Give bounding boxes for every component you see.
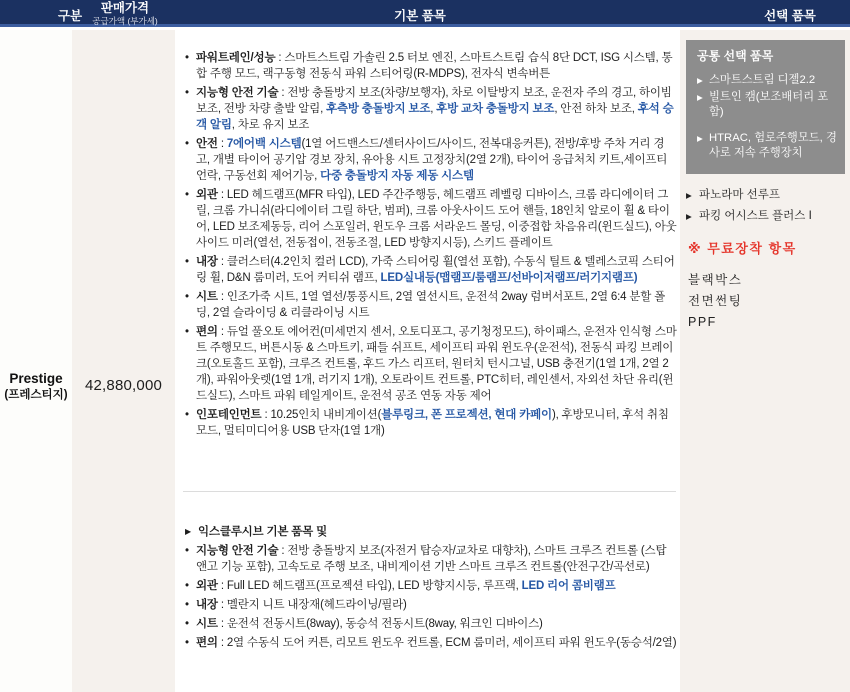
header-category-label: 구분 xyxy=(57,9,83,23)
spec-item-text xyxy=(196,578,677,594)
section-divider xyxy=(183,491,676,492)
options-list xyxy=(686,188,846,230)
spec-item-title: 인포테인먼트 xyxy=(196,409,262,421)
highlighted-feature: 후석 승객 알림 xyxy=(196,103,674,131)
option-item xyxy=(697,131,837,161)
dot-marker-icon: • xyxy=(185,409,189,421)
option-item xyxy=(697,73,837,88)
free-install-item: 블랙박스 xyxy=(688,273,743,287)
header-basic-items-label: 기본 품목 xyxy=(394,9,446,23)
spec-item-title: 외관 xyxy=(196,189,218,201)
spec-item-title: 내장 xyxy=(196,599,218,611)
option-item-label: 파킹 어시스트 플러스 I xyxy=(699,210,812,222)
header-price-label xyxy=(92,2,158,27)
spec-item-title: 지능형 안전 기술 xyxy=(196,87,279,99)
option-item xyxy=(697,90,837,120)
dot-marker-icon: • xyxy=(185,599,189,611)
feature-text: : 멜란지 니트 내장재(헤드라이닝/필라) xyxy=(217,599,407,611)
spec-item-text xyxy=(196,289,677,321)
feature-text: , 차로 유지 보조 xyxy=(231,119,310,131)
spec-item-text xyxy=(196,187,677,251)
common-options-title: 공통 선택 품목 xyxy=(697,49,774,63)
spec-item xyxy=(185,597,677,613)
header-bar xyxy=(0,0,850,27)
option-item-label: 스마트스트림 디젤2.2 xyxy=(709,74,816,86)
header-optional-items-label: 선택 품목 xyxy=(764,9,816,23)
highlighted-feature: LED 리어 콤비램프 xyxy=(521,580,616,592)
spec-item-title: 편의 xyxy=(196,326,218,338)
dot-marker-icon: • xyxy=(185,618,189,630)
common-options-box xyxy=(686,40,845,174)
dot-marker-icon: • xyxy=(185,138,189,150)
trim-name-en: Prestige xyxy=(9,371,63,386)
feature-text: (1열 어드밴스드/센터사이드/사이드, 전복대응커튼), 전방/후방 주차 거리 경고, 개별 타이어 공기압 경보 장치, 유아용 시트 고정장치(2열 2개), 타이어 응급처치 키트,세이프티 언락, 구동선회 제어기능, xyxy=(196,138,668,182)
trim-price: 42,880,000 xyxy=(84,377,163,394)
spec-item-text xyxy=(196,136,677,184)
highlighted-feature: 다중 충돌방지 자동 제동 시스템 xyxy=(320,170,474,182)
spec-item-text xyxy=(196,324,677,404)
spec-item-title: 시트 xyxy=(196,618,218,630)
spec-item-text xyxy=(196,407,677,439)
spec-item xyxy=(185,543,677,575)
arrow-marker-icon: ▶ xyxy=(686,212,692,221)
free-install-item: PPF xyxy=(688,315,717,329)
header-price-subtitle: 공급가액 (부가세) xyxy=(92,16,158,26)
option-item xyxy=(686,188,846,203)
highlighted-feature: 7에어백 시스템 xyxy=(226,138,302,150)
dot-marker-icon: • xyxy=(185,256,189,268)
dot-marker-icon: • xyxy=(185,189,189,201)
dot-marker-icon: • xyxy=(185,52,189,64)
option-item-label: HTRAC, 험로주행모드, 경사로 저속 주행장치 xyxy=(709,132,837,159)
arrow-marker-icon: ▶ xyxy=(697,134,703,143)
spec-item-title: 익스클루시브 기본 품목 및 xyxy=(198,526,327,538)
common-options-group xyxy=(697,131,837,161)
dot-marker-icon: • xyxy=(185,545,189,557)
spec-item-text xyxy=(196,597,677,613)
dot-marker-icon: • xyxy=(185,87,189,99)
spec-item xyxy=(185,635,677,651)
option-item-label: 파노라마 선루프 xyxy=(699,189,780,201)
feature-text: : 운전석 전동시트(8way), 동승석 전동시트(8way, 워크인 디바이스) xyxy=(217,618,543,630)
spec-item-title: 안전 xyxy=(196,138,218,150)
exclusive-items-list xyxy=(185,524,677,654)
spec-item-title: 시트 xyxy=(196,291,218,303)
common-options-group xyxy=(697,73,837,120)
spec-item-title: 내장 xyxy=(196,256,218,268)
spec-item xyxy=(185,289,677,321)
dot-marker-icon: • xyxy=(185,637,189,649)
spec-item-text xyxy=(196,254,677,286)
feature-text: : 전방 충돌방지 보조(차량/보행자), 차로 이탈방지 보조, 운전자 주의 경고, 하이빔 보조, 전방 차량 출발 알림, xyxy=(196,87,672,115)
spec-item-title: 외관 xyxy=(196,580,218,592)
spec-item-text xyxy=(196,50,677,82)
dot-marker-icon: • xyxy=(185,326,189,338)
arrow-marker-icon: ▶ xyxy=(697,93,703,102)
free-install-items xyxy=(688,270,846,333)
spec-item xyxy=(185,50,677,82)
feature-text: : LED 헤드램프(MFR 타입), LED 주간주행등, 헤드램프 레벨링 디바이스, 크롬 라디에이터 그릴, 크롬 가니쉬(라디에이터 그릴 하단, 범퍼), 크롬 아웃사이드 도어 핸들, 18인치 알로이 휠 & 타이어, LED 보조제동등, 리어 스포일러, 윈도우 크롬 서라운드 몰딩, 이중접합 차음유리(윈드실드), 아웃사이드 미러(열선, 전동접이, 전동조절, LED 방향지시등), 스키드 플레이트 xyxy=(196,189,677,249)
spec-item xyxy=(185,85,677,133)
feature-text: : 클러스터(4.2인치 컬러 LCD), 가죽 스티어링 휠(열선 포함), 수동식 틸트 & 텔레스코픽 스티어링 휠, D&N 룸미러, 도어 커티쉬 램프, xyxy=(196,256,675,284)
spec-item-text xyxy=(196,635,677,651)
feature-text: : Full LED 헤드램프(프로젝션 타입), LED 방향지시등, 루프랙, xyxy=(217,580,522,592)
highlighted-feature: 블루링크, 폰 프로젝션, 현대 카페이 xyxy=(381,409,552,421)
free-install-title: ※ 무료장착 항목 xyxy=(688,241,797,256)
spec-item xyxy=(185,524,677,540)
feature-text: : 전방 충돌방지 보조(자전거 탑승자/교차로 대향차), 스마트 크루즈 컨트롤 (스탑앤고 기능 포함), 고속도로 주행 보조, 내비게이션 기반 스마트 크루즈 컨트롤(안전구간/곡선로) xyxy=(196,545,667,573)
spec-item xyxy=(185,578,677,594)
header-price-title: 판매가격 xyxy=(100,1,150,15)
spec-item-text xyxy=(196,616,677,632)
highlighted-feature: 후측방 충돌방지 보조 xyxy=(326,103,431,115)
feature-text: : 10.25인치 내비게이션( xyxy=(261,409,382,421)
common-options-groups xyxy=(697,73,837,161)
feature-text: : 인조가죽 시트, 1열 열선/통풍시트, 2열 열선시트, 운전석 2way 럼버서포트, 2열 6:4 분할 폴딩, 2열 슬라이딩 & 리클라이닝 시트 xyxy=(196,291,666,319)
arrow-marker-icon: ▶ xyxy=(686,191,692,200)
feature-text: : xyxy=(217,138,227,150)
free-install-item: 전면썬팅 xyxy=(688,294,743,308)
option-item xyxy=(686,209,846,224)
spec-item xyxy=(185,616,677,632)
spec-item-text xyxy=(196,543,677,575)
price-column xyxy=(72,30,175,692)
spec-item-text xyxy=(198,524,677,540)
feature-text: ), 후방모니터, 후석 취침모드, 멀티미디어용 USB 단자(1열 1개) xyxy=(196,409,669,437)
feature-text: , xyxy=(430,103,437,115)
spec-item-title: 지능형 안전 기술 xyxy=(196,545,279,557)
feature-text: : 듀얼 풀오토 에어컨(미세먼지 센서, 오토디포그, 공기청정모드), 하이패스, 운전자 인식형 스마트 주행모드, 버튼시동 & 스마트키, 패들 쉬프트, 세이프티 파워 윈도우(운전석), 전동식 파킹 브레이크(오토홀드 포함), 크루즈 컨트롤, 후드 가스 리프터, 원터치 턴시그널, USB 충전기(1열 1개, 2열 2개), 파워아웃렛(1열 1개, 러기지 1개), 오토라이트 컨트롤, PTC히터, 레인센서, 자외선 차단 유리(윈드실드), 스마트 파워 테일게이트, 운전석 공조 연동 자동 제어 xyxy=(196,326,677,402)
spec-item xyxy=(185,136,677,184)
arrow-marker-icon: ▶ xyxy=(185,527,191,536)
spec-item-title: 파워트레인/성능 xyxy=(196,52,276,64)
spec-item xyxy=(185,187,677,251)
spec-item-title: 편의 xyxy=(196,637,218,649)
spec-item xyxy=(185,254,677,286)
feature-text: : 스마트스트림 가솔린 2.5 터보 엔진, 스마트스트림 습식 8단 DCT, ISG 시스템, 통합 주행 모드, 랙구동형 전동식 파워 스티어링(R-MDPS), 전자식 변속버튼 xyxy=(196,52,673,80)
arrow-marker-icon: ▶ xyxy=(697,76,703,85)
spec-item xyxy=(185,407,677,439)
spec-item-text xyxy=(196,85,677,133)
basic-items-list xyxy=(185,50,677,442)
highlighted-feature: LED실내등(맵램프/룸램프/선바이저램프/러기지램프) xyxy=(380,272,638,284)
dot-marker-icon: • xyxy=(185,580,189,592)
dot-marker-icon: • xyxy=(185,291,189,303)
feature-text: , 안전 하차 보조, xyxy=(554,103,638,115)
trim-name-kr: (프레스티지) xyxy=(4,389,68,401)
feature-text: : 2열 수동식 도어 커튼, 리모트 윈도우 컨트롤, ECM 룸미러, 세이프티 파워 윈도우(동승석/2열) xyxy=(217,637,677,649)
free-install-section xyxy=(688,238,846,333)
option-item-label: 빌트인 캠(보조배터리 포함) xyxy=(709,91,829,118)
spec-item xyxy=(185,324,677,404)
category-column xyxy=(0,30,72,692)
highlighted-feature: 후방 교차 충돌방지 보조 xyxy=(436,103,555,115)
trim-name xyxy=(0,371,72,402)
